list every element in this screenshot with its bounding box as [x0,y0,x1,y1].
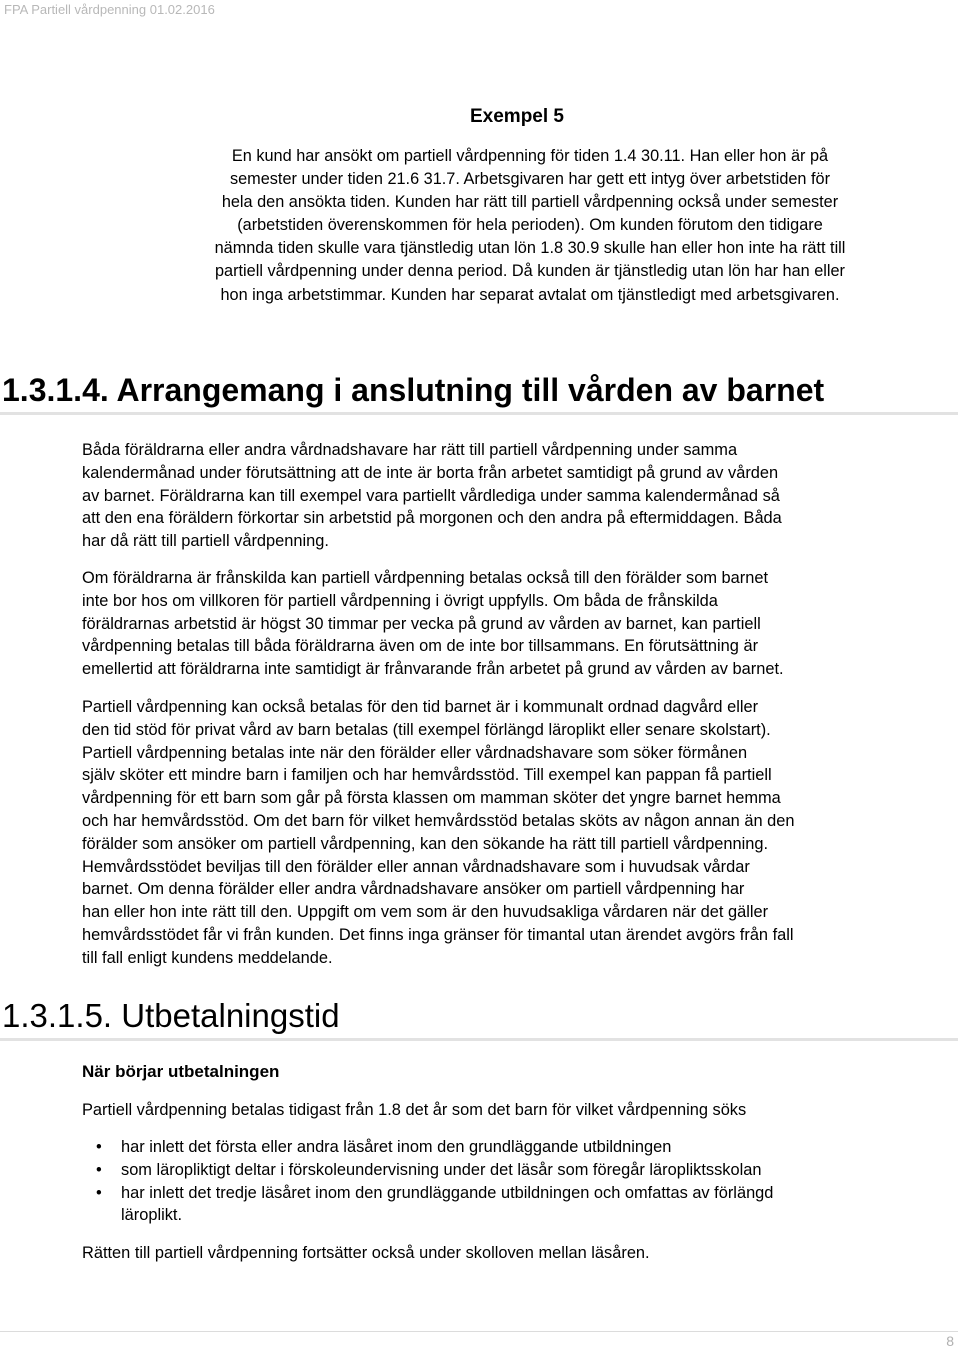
text-line: Båda föräldrarna eller andra vårdnadshavare har rätt till partiell vårdpenning under samma [82,441,738,459]
text-line: och har hemvårdsstöd. Om det barn för vilket hemvårdsstöd betalas sköts av någon annan än den [82,811,795,830]
paragraph [82,439,956,553]
list-item [82,1182,956,1228]
intro-paragraph: Partiell vårdpenning betalas tidigast från 1.8 det år som det barn för vilket vårdpenning söks [82,1101,747,1119]
paragraph [82,567,956,681]
heading-divider [0,1038,958,1041]
text-line: vårdpenning betalas till båda föräldrarna även om de inte bor tillsammans. En förutsättning är [82,637,759,656]
list-item [82,1136,956,1159]
example-line: nämnda tiden skulle vara tjänstledig utan lön 1.8 30.9 skulle han eller hon inte ha rätt till [214,239,846,258]
example-line: En kund har ansökt om partiell vårdpenning för tiden 1.4 30.11. Han eller hon är på [231,147,829,165]
text-line: inte bor hos om villkoren för partiell vårdpenning i övrigt uppfylls. Om båda de frånskilda [82,591,718,610]
text-line: läroplikt. [121,1206,183,1225]
list-item [82,1159,956,1182]
section-heading-arrangemang: 1.3.1.4. Arrangemang i anslutning till vården av barnet [2,372,825,408]
text-line: hemvårdsstödet får vi från kunden. Det finns inga gränser för timantal utan ärendet avgörs från fall [82,925,794,944]
text-line: av barnet. Föräldrarna kan till exempel vara partiellt vårdlediga under samma kalendermånad så [82,486,780,505]
example-line: partiell vårdpenning under denna period. Då kunden är tjänstledig utan lön har han eller [215,262,845,281]
text-line: förälder som ansöker om partiell vårdpenning, kan den sökande ha rätt till partiell vårdpenning. [82,834,769,853]
text-line: han eller hon inte rätt till den. Uppgift om vem som är den huvudsakliga vårdaren när det gäller [82,903,769,922]
text-line: som läropliktigt deltar i förskoleundervisning under det läsår som föregår läropliktsskolan [121,1160,762,1179]
subheading: När börjar utbetalningen [82,1062,280,1081]
text-line: Om föräldrarna är frånskilda kan partiell vårdpenning betalas också till den förälder som barnet [82,569,769,587]
text-line: föräldrarnas arbetstid är högst 30 timmar per vecka på grund av vården av barnet, kan partiell [82,614,761,633]
heading-divider [0,412,958,415]
text-line: emellertid att föräldrarna inte samtidigt är frånvarande från arbetet på grund av vården av barnet. [82,660,784,679]
text-line: till fall enligt kundens meddelande. [82,948,333,967]
bullet-icon: • [96,1183,102,1202]
text-line: den tid stöd för privat vård av barn betalas (till exempel förlängd läroplikt eller senare skolstart). [82,720,771,739]
example-title: Exempel 5 [470,106,564,127]
example-line: semester under tiden 21.6 31.7. Arbetsgivaren har gett ett intyg över arbetstiden för [229,170,831,189]
section-heading-utbetalningstid: 1.3.1.5. Utbetalningstid [2,997,340,1034]
text-line: Partiell vårdpenning betalas inte när den förälder eller vårdnadshavare som söker förmånen [82,743,748,762]
text-line: har då rätt till partiell vårdpenning. [82,532,329,551]
bullet-list [82,1136,956,1227]
paragraph [82,696,956,970]
text-line: har inlett det tredje läsåret inom den grundläggande utbildningen och omfattas av förlängd [121,1183,774,1202]
bullet-icon: • [96,1160,102,1179]
example-body [135,145,925,307]
text-line: kalendermånad under förutsättning att de inte är borta från arbetet samtidigt på grund av vården [82,463,779,482]
example-line: hon inga arbetstimmar. Kunden har separat avtalat om tjänstledigt med arbetsgivaren. [220,285,840,304]
text-line: barnet. Om denna förälder eller andra vårdnadshavare ansöker om partiell vårdpenning har [82,880,745,899]
bullet-icon: • [96,1138,102,1156]
text-line: själv sköter ett mindre barn i familjen och har hemvårdsstöd. Till exempel kan pappan få partiell [82,766,772,785]
closing-paragraph: Rätten till partiell vårdpenning fortsätter också under skolloven mellan läsåren. [82,1244,650,1262]
footer-divider [0,1331,958,1332]
document-header-title: FPA Partiell vårdpenning 01.02.2016 [4,2,215,17]
example-line: (arbetstiden överenskommen för hela perioden). Om kunden förutom den tidigare [237,216,823,235]
text-line: att den ena föräldern förkortar sin arbetstid på morgonen och den andra på eftermiddagen. Båda [82,509,782,528]
page-number: 8 [946,1333,954,1349]
text-line: Partiell vårdpenning kan också betalas för den tid barnet är i kommunalt ordnad dagvård eller [82,698,759,716]
text-line: Hemvårdsstödet beviljas till den förälder eller annan vårdnadshavare som i huvudsak vårdar [82,857,750,876]
text-line: har inlett det första eller andra läsåret inom den grundläggande utbildningen [121,1138,672,1156]
text-line: vårdpenning för ett barn som går på första klassen om mamman sköter det yngre barnet hemma [82,789,781,808]
example-line: hela den ansökta tiden. Kunden har rätt till partiell vårdpenning också under semester [221,193,839,212]
